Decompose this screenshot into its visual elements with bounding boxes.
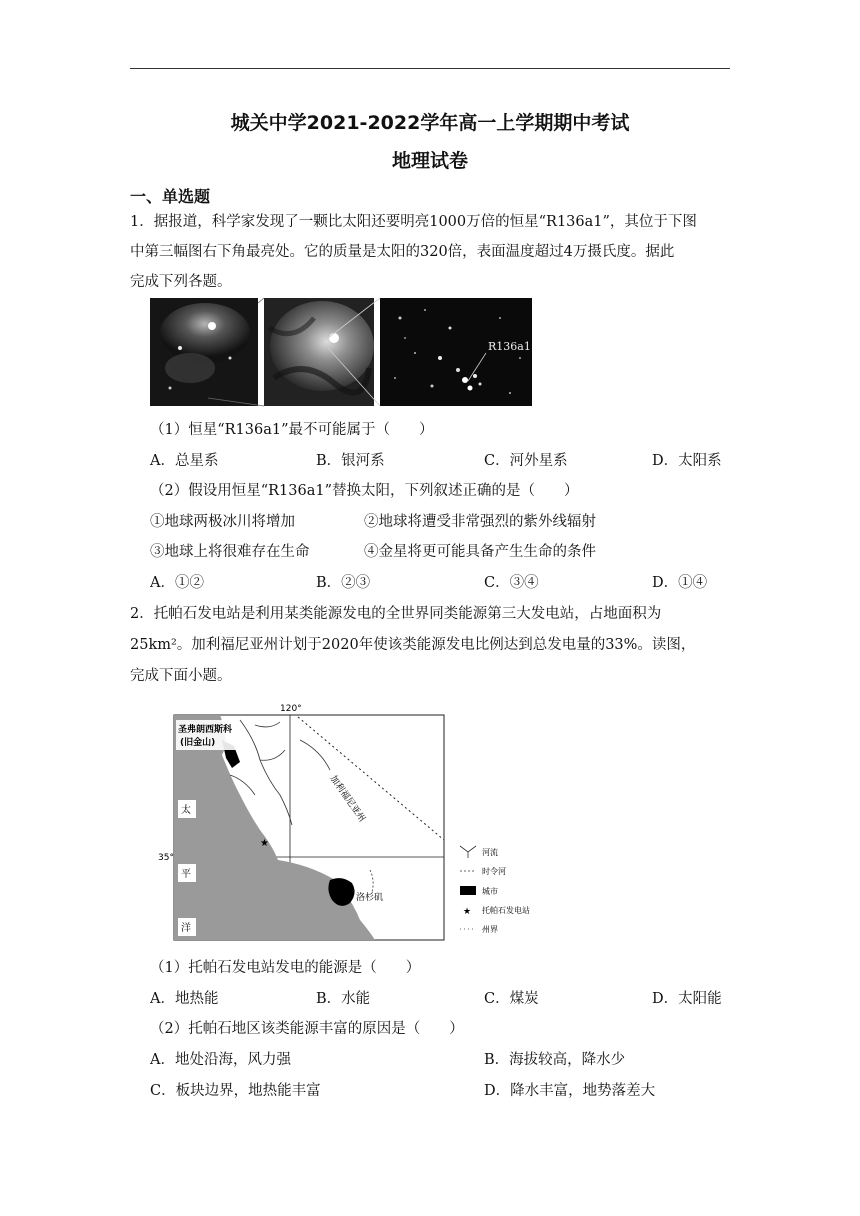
ocean-label-3: 洋 — [181, 923, 191, 934]
q1-sub1-option-b[interactable]: B．银河系 — [316, 453, 385, 469]
q1-sub2-option-b[interactable]: B．②③ — [316, 575, 371, 591]
q1-sub1-text: （1）恒星“R136a1”最不可能属于（ ） — [150, 422, 434, 438]
state-border — [298, 717, 444, 840]
q1-statement-4: ④金星将更可能具备产生生命的条件 — [364, 544, 596, 560]
q1-sub2-text: （2）假设用恒星“R136a1”替换太阳，下列叙述正确的是（ ） — [150, 483, 579, 499]
q2-sub2-option-c[interactable]: C．板块边界，地热能丰富 — [150, 1083, 321, 1099]
q2-sub1-option-a[interactable]: A．地热能 — [150, 991, 219, 1007]
nebula-photo-3 — [380, 298, 532, 406]
q2-sub1-option-b[interactable]: B．水能 — [316, 991, 371, 1007]
city-la-label: 洛杉矶 — [356, 893, 384, 903]
q1-sub1-option-d[interactable]: D．太阳系 — [652, 453, 722, 469]
q1-sub1-option-c[interactable]: C．河外星系 — [484, 453, 568, 469]
city-sf-label-2: (旧金山) — [180, 738, 216, 748]
california-map — [160, 700, 530, 950]
longitude-label: 120° — [280, 704, 302, 714]
city-sf-label: 圣弗朗西斯科 — [178, 725, 233, 735]
river-3 — [260, 750, 285, 760]
q2-sub1-option-c[interactable]: C．煤炭 — [484, 991, 539, 1007]
nebula-photo-1 — [150, 298, 258, 406]
legend-seasonal-river: 时令河 — [482, 867, 506, 876]
exam-subtitle: 地理试卷 — [391, 150, 468, 172]
q1-stem-line1: 1．据报道，科学家发现了一颗比太阳还要明亮1000万倍的恒星“R136a1”，其位于下图 — [130, 214, 697, 230]
legend-state-border: 州界 — [482, 925, 498, 934]
state-label: 加利福尼亚州 — [327, 773, 367, 824]
exam-title: 城关中学2021-2022学年高一上学期期中考试 — [230, 112, 630, 134]
ocean-label-2: 平 — [181, 869, 191, 880]
q2-sub2-text: （2）托帕石地区该类能源丰富的原因是（ ） — [150, 1021, 464, 1037]
q2-sub1-option-d[interactable]: D．太阳能 — [652, 991, 722, 1007]
q2-sub2-option-d[interactable]: D．降水丰富，地势落差大 — [484, 1083, 656, 1099]
ocean-label-1: 太 — [181, 805, 191, 816]
q2-sub2-option-b[interactable]: B．海拔较高，降水少 — [484, 1052, 626, 1068]
legend-city: 城市 — [482, 887, 498, 896]
q2-stem-line2: 25km²。加利福尼亚州计划于2020年使该类能源发电比例达到总发电量的33%。读图， — [130, 637, 696, 653]
section-heading: 一、单选题 — [130, 187, 211, 206]
header-rule — [130, 68, 730, 69]
river-5 — [300, 740, 330, 770]
map-legend — [460, 846, 530, 934]
svg-text:★: ★ — [463, 907, 472, 917]
seasonal-river — [370, 870, 373, 892]
q1-sub2-option-c[interactable]: C．③④ — [484, 575, 539, 591]
q2-sub2-option-a[interactable]: A．地处沿海，风力强 — [150, 1052, 291, 1068]
q2-stem-line3: 完成下面小题。 — [130, 668, 232, 684]
river-2 — [255, 722, 280, 727]
q1-statement-1: ①地球两极冰川将增加 — [150, 514, 295, 530]
legend-river: 河流 — [482, 848, 498, 857]
r136a1-label: R136a1 — [488, 340, 531, 353]
topaz-station-marker: ★ — [260, 838, 269, 849]
q1-stem-line3: 完成下列各题。 — [130, 274, 232, 290]
legend-station: 托帕石发电站 — [482, 906, 530, 915]
q1-sub2-option-d[interactable]: D．①④ — [652, 575, 708, 591]
q1-statement-2: ②地球将遭受非常强烈的紫外线辐射 — [364, 514, 596, 530]
q1-sub2-option-a[interactable]: A．①② — [150, 575, 204, 591]
latitude-label: 35° — [158, 853, 174, 863]
river-1 — [240, 720, 292, 825]
q1-sub1-option-a[interactable]: A．总星系 — [150, 453, 219, 469]
zoom-connector-lines — [258, 298, 382, 406]
q2-stem-line1: 2．托帕石发电站是利用某类能源发电的全世界同类能源第三大发电站，占地面积为 — [130, 606, 662, 622]
q1-stem-line2: 中第三幅图右下角最亮处。它的质量是太阳的320倍，表面温度超过4万摄氏度。据此 — [130, 244, 675, 260]
q2-sub1-text: （1）托帕石发电站发电的能源是（ ） — [150, 960, 421, 976]
q1-statement-3: ③地球上将很难存在生命 — [150, 544, 310, 560]
